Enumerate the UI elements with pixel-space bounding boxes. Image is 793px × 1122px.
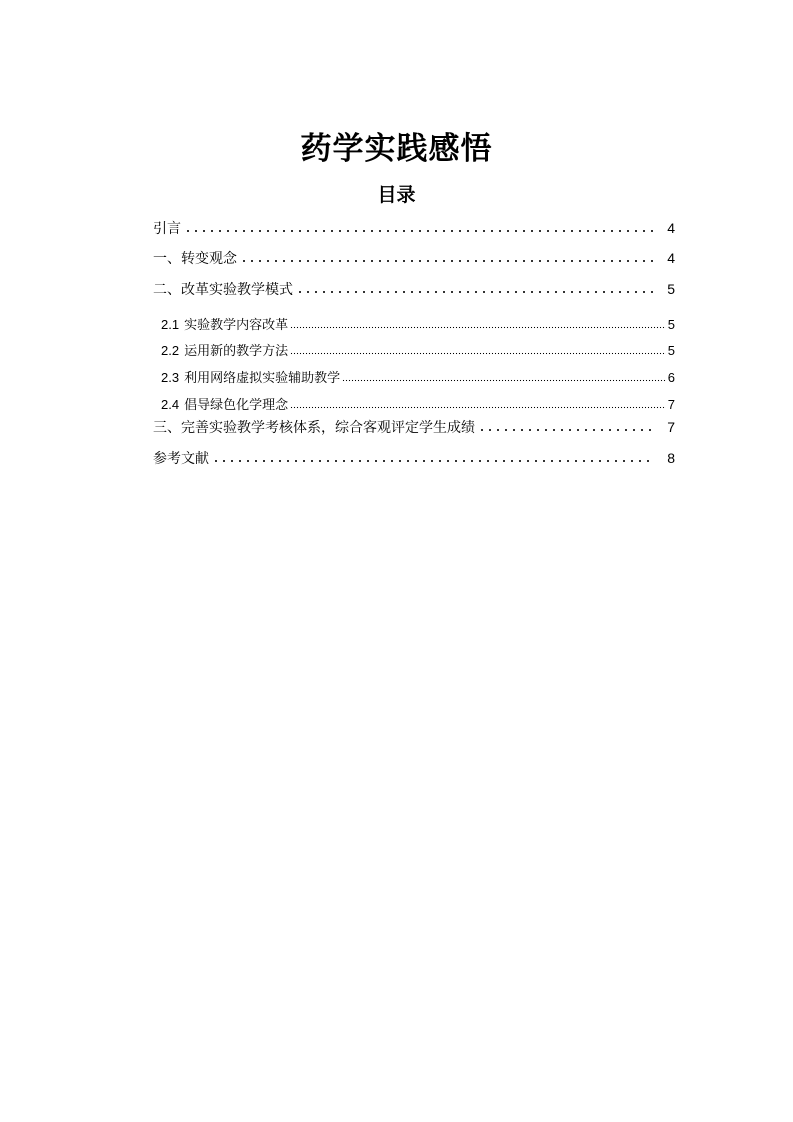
toc-entry-text: 一、转变观念 — [153, 251, 237, 267]
toc-entry-text: 参考文献 — [153, 451, 209, 467]
toc-entry-section-2-4[interactable] — [153, 396, 675, 415]
toc-entry-section-2-1[interactable] — [153, 316, 675, 335]
toc-entry-section-1[interactable] — [153, 248, 675, 269]
dot-leader — [290, 396, 666, 409]
dot-leader — [290, 316, 666, 329]
toc-page-number: 5 — [667, 281, 675, 297]
toc-entry-number: 2.4 — [161, 397, 180, 412]
toc-page-number: 4 — [667, 250, 675, 266]
toc-entry-text: 倡导绿色化学理念 — [184, 398, 289, 413]
toc-page-number: 8 — [667, 450, 675, 466]
toc-entry-section-2-3[interactable] — [153, 369, 675, 388]
dot-leader — [212, 449, 653, 463]
toc-entry-section-2[interactable] — [153, 279, 675, 300]
dot-leader — [342, 369, 666, 382]
dot-leader — [184, 219, 653, 233]
dot-leader — [240, 249, 653, 263]
toc-entry-number: 2.3 — [161, 370, 180, 385]
toc-page-number: 6 — [667, 370, 675, 385]
toc-entry-introduction[interactable] — [153, 218, 675, 239]
toc-entry-text: 二、改革实验教学模式 — [153, 282, 293, 298]
toc-entry-text: 三、完善实验教学考核体系，综合客观评定学生成绩 — [153, 420, 475, 436]
toc-entry-text: 利用网络虚拟实验辅助教学 — [184, 371, 341, 386]
document-title: 药学实践感悟 — [300, 130, 493, 167]
toc-page-number: 7 — [667, 397, 675, 412]
dot-leader — [296, 280, 653, 294]
toc-page-number: 5 — [667, 343, 675, 358]
toc-entry-text: 运用新的教学方法 — [184, 344, 289, 359]
toc-heading: 目录 — [377, 184, 416, 206]
toc-entry-section-3[interactable] — [153, 417, 675, 438]
dot-leader — [478, 418, 653, 432]
toc-page-number: 4 — [667, 220, 675, 236]
toc-entry-text: 实验教学内容改革 — [184, 318, 289, 333]
toc-entry-number: 2.1 — [161, 317, 180, 332]
dot-leader — [290, 342, 666, 355]
toc-page-number: 7 — [667, 419, 675, 435]
toc-entry-section-2-2[interactable] — [153, 342, 675, 361]
toc-entry-text: 引言 — [153, 221, 181, 237]
toc-entry-number: 2.2 — [161, 343, 180, 358]
toc-page-number: 5 — [667, 317, 675, 332]
toc-entry-references[interactable] — [153, 448, 675, 469]
